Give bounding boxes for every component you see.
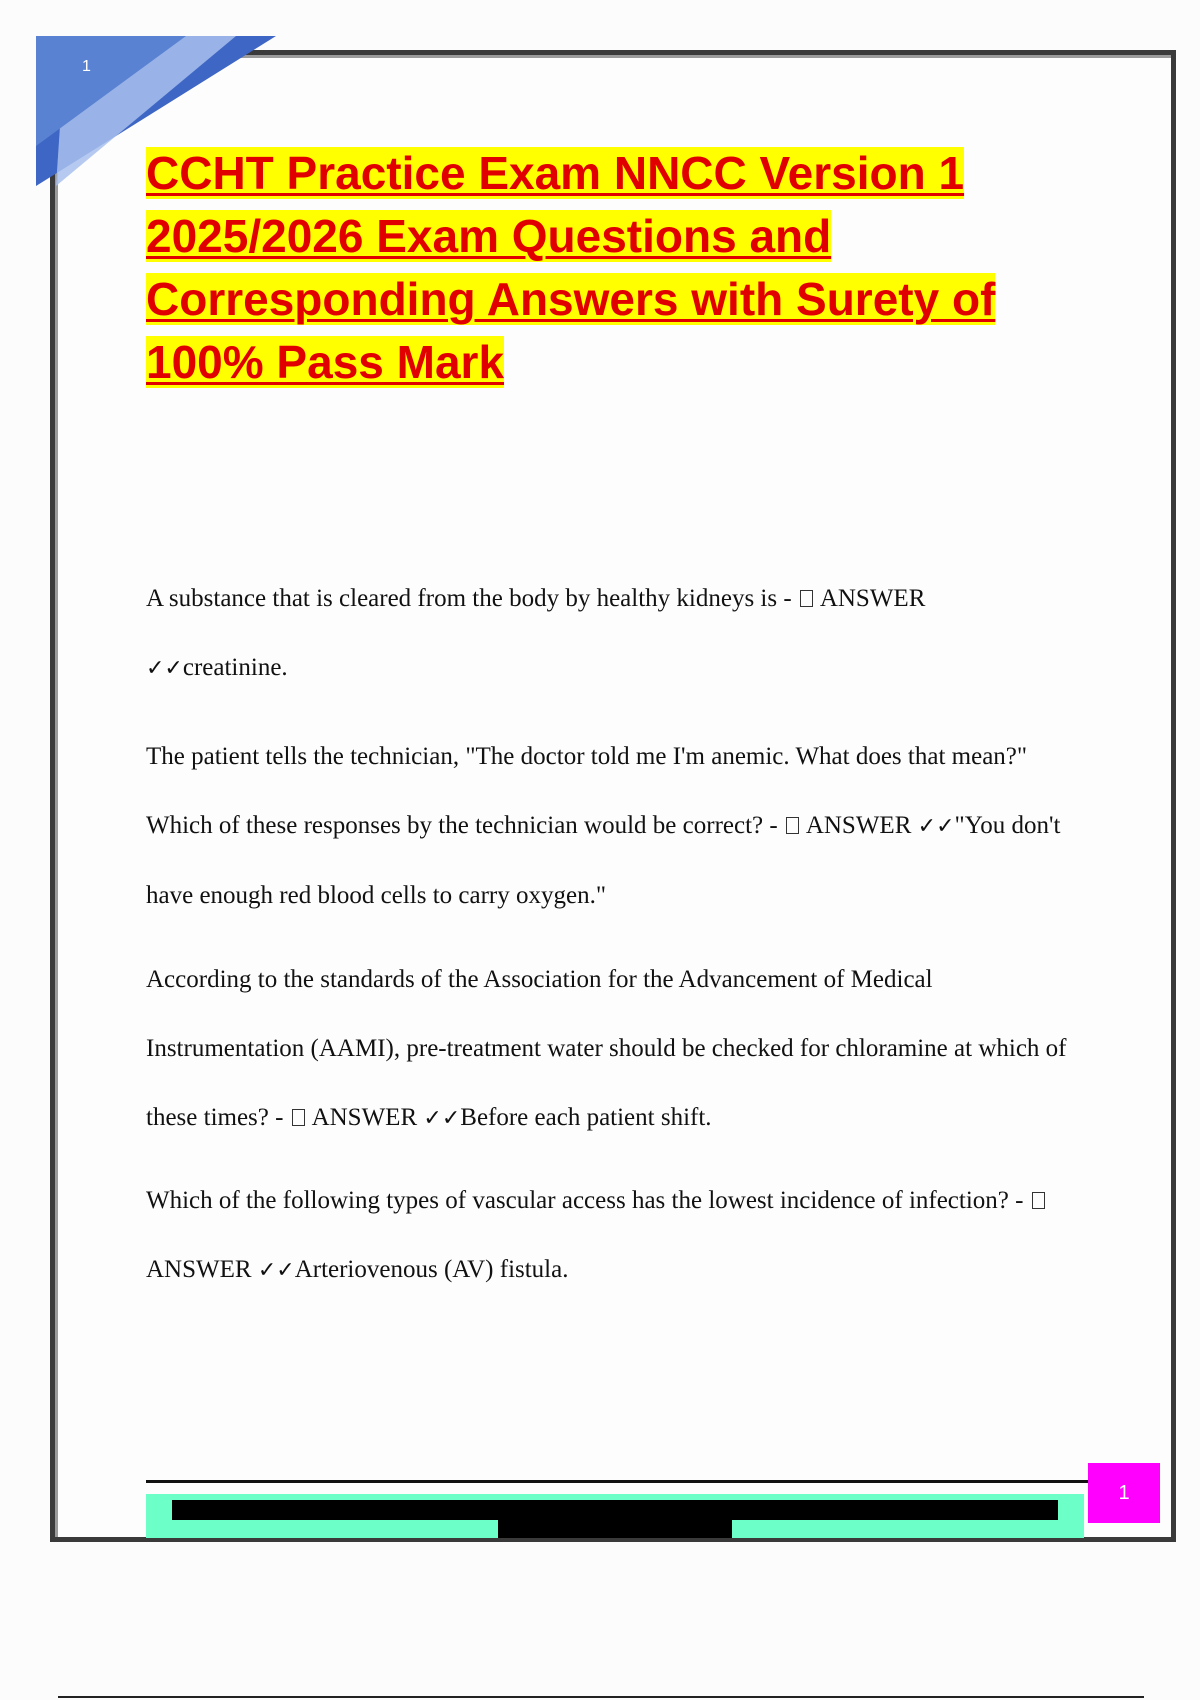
page-number-badge: 1 — [1088, 1463, 1160, 1523]
footer-rule — [146, 1480, 1088, 1483]
bottom-divider — [58, 1696, 1144, 1698]
title-line: 2025/2026 Exam Questions and — [146, 210, 832, 262]
question-text: Which of the following types of vascular access has the lowest incidence of infection? - — [146, 1187, 1024, 1214]
answer-marker: ANSWER — [819, 585, 926, 612]
question-text: The patient tells the technician, "The doctor told me I'm anemic. What does that mean?" Which of these responses by the technician would be correct? - — [146, 743, 1028, 839]
check-icon: ✓✓ — [917, 814, 955, 839]
answer-marker: ANSWER — [311, 1104, 418, 1131]
answer-marker: ANSWER — [805, 812, 912, 839]
qa-item — [146, 722, 1096, 930]
footer-bar — [172, 1500, 1058, 1520]
title-line: 100% Pass Mark — [146, 336, 505, 388]
missing-glyph-icon — [786, 817, 799, 834]
missing-glyph-icon — [292, 1109, 305, 1126]
footer-band — [146, 1494, 1084, 1538]
answer-text: "You don't have enough red blood cells to carry oxygen." — [146, 812, 1061, 909]
qa-item — [146, 1166, 1096, 1305]
answer-text: Before each patient shift. — [460, 1104, 712, 1131]
title-line: CCHT Practice Exam NNCC Version 1 — [146, 147, 965, 199]
title-line: Corresponding Answers with Surety of — [146, 273, 996, 325]
question-text: A substance that is cleared from the body by healthy kidneys is - — [146, 585, 792, 612]
check-icon: ✓✓ — [423, 1106, 461, 1131]
check-icon: ✓✓ — [257, 1258, 295, 1283]
missing-glyph-icon — [800, 590, 813, 607]
check-icon: ✓✓ — [146, 656, 183, 681]
qa-item — [146, 945, 1096, 1153]
missing-glyph-icon — [1032, 1192, 1045, 1209]
footer-bar — [498, 1520, 732, 1538]
corner-page-number: 1 — [82, 58, 91, 75]
answer-text: creatinine. — [182, 654, 288, 681]
answer-marker: ANSWER — [146, 1256, 252, 1283]
question-text: According to the standards of the Association for the Advancement of Medical Instrumentation (AAMI), pre-treatment water should be checked for chloramine at which of these times? - — [146, 966, 1067, 1131]
answer-text: Arteriovenous (AV) fistula. — [294, 1256, 569, 1283]
document-title — [146, 142, 1076, 394]
qa-item — [146, 564, 1096, 703]
